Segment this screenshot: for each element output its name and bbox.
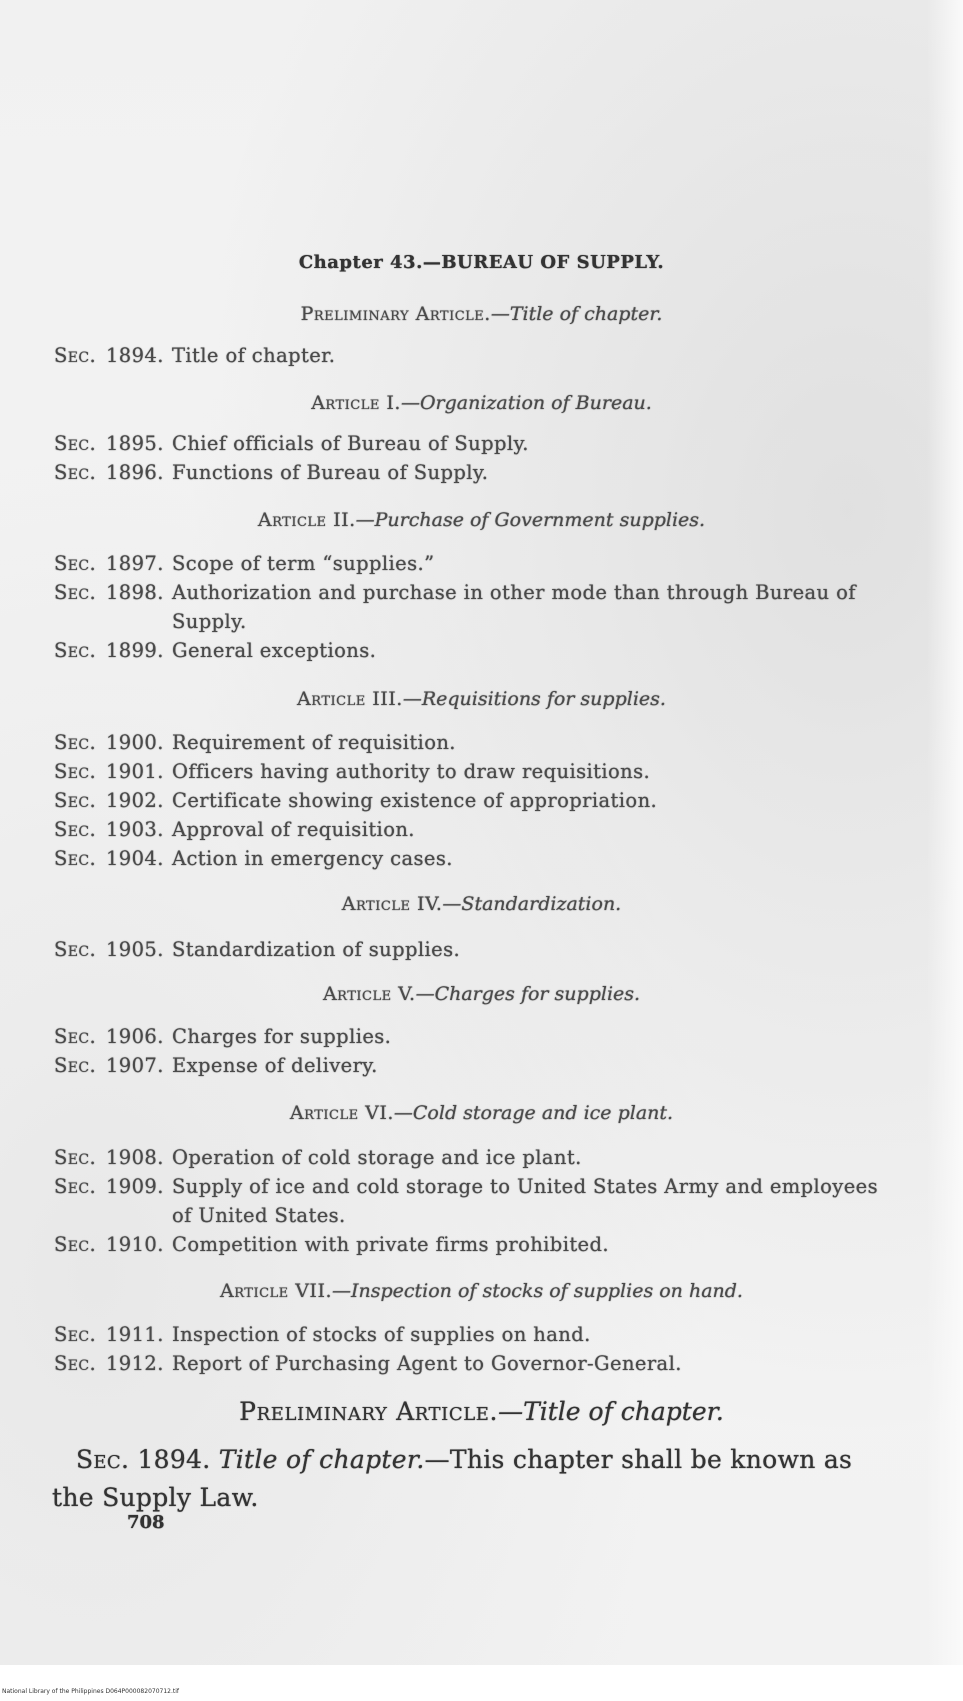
toc-entry <box>54 1022 880 1051</box>
article-heading-label: Article IV. <box>341 893 443 915</box>
article-heading <box>0 303 963 325</box>
toc-entry <box>54 786 880 815</box>
sec-title: Expense of delivery. <box>172 1054 378 1077</box>
sec-abbr: Sec. <box>54 938 97 961</box>
sec-abbr: Sec. <box>54 1323 97 1346</box>
sec-title: Chief officials of Bureau of Supply. <box>172 432 529 455</box>
sec-title: Action in emergency cases. <box>172 847 453 870</box>
toc-entry <box>54 1230 880 1259</box>
body-sec-number: 1894. <box>137 1445 211 1474</box>
sec-number: 1901. <box>106 760 164 783</box>
toc-entry <box>54 1349 880 1378</box>
sec-abbr: Sec. <box>54 847 97 870</box>
sec-title: Scope of term “supplies.” <box>172 552 435 575</box>
toc-entry <box>54 935 880 964</box>
sec-number: 1912. <box>106 1352 164 1375</box>
sec-title: Standardization of supplies. <box>172 938 461 961</box>
article-heading-title: —Standardization. <box>442 893 622 915</box>
body-heading-label: Preliminary Article. <box>239 1397 499 1426</box>
sec-number: 1906. <box>106 1025 164 1048</box>
sec-abbr: Sec. <box>54 552 97 575</box>
sec-title: Competition with private firms prohibited. <box>172 1233 609 1256</box>
article-heading-label: Article I. <box>311 392 401 414</box>
sec-number: 1899. <box>106 639 164 662</box>
sec-abbr: Sec. <box>54 1352 97 1375</box>
toc-entry <box>54 341 880 370</box>
sec-abbr: Sec. <box>54 461 97 484</box>
sec-number: 1907. <box>106 1054 164 1077</box>
article-heading <box>0 1280 963 1302</box>
sec-title: Title of chapter. <box>172 344 336 367</box>
article-heading-label: Article VII. <box>220 1280 332 1302</box>
article-heading-label: Article VI. <box>289 1102 394 1124</box>
sec-title: Functions of Bureau of Supply. <box>172 461 489 484</box>
sec-number: 1897. <box>106 552 164 575</box>
page-number: 708 <box>127 1512 165 1533</box>
article-heading <box>0 509 963 531</box>
article-heading-title: —Organization of Bureau. <box>400 392 652 414</box>
toc-entry <box>54 578 880 636</box>
article-heading-label: Article II. <box>257 509 356 531</box>
sec-abbr: Sec. <box>54 789 97 812</box>
sec-title: Certificate showing existence of appropriation. <box>172 789 658 812</box>
toc-entry <box>54 757 880 786</box>
toc-entry <box>54 728 880 757</box>
toc-entry <box>54 1143 880 1172</box>
sec-number: 1898. <box>106 581 164 604</box>
article-heading-label: Preliminary Article. <box>300 303 491 325</box>
sec-abbr: Sec. <box>54 344 97 367</box>
article-heading <box>0 688 963 710</box>
sec-number: 1910. <box>106 1233 164 1256</box>
article-heading-title: —Title of chapter. <box>490 303 663 325</box>
body-sec-abbr: Sec. <box>76 1445 130 1474</box>
toc-entry <box>54 549 880 578</box>
sec-abbr: Sec. <box>54 818 97 841</box>
sec-title: General exceptions. <box>172 639 377 662</box>
scan-credit-line: National Library of the Philippines D064P000082070712.tif <box>2 1688 180 1695</box>
sec-title: Charges for supplies. <box>172 1025 392 1048</box>
toc-entry <box>54 429 880 458</box>
article-heading <box>0 392 963 414</box>
sec-abbr: Sec. <box>54 1025 97 1048</box>
sec-number: 1894. <box>106 344 164 367</box>
body-heading-title: —Title of chapter. <box>498 1397 724 1426</box>
toc-entry <box>54 458 880 487</box>
sec-abbr: Sec. <box>54 1146 97 1169</box>
sec-number: 1911. <box>106 1323 164 1346</box>
article-heading-title: —Requisitions for supplies. <box>402 688 666 710</box>
sec-abbr: Sec. <box>54 581 97 604</box>
sec-title: Report of Purchasing Agent to Governor-General. <box>172 1352 682 1375</box>
sec-number: 1896. <box>106 461 164 484</box>
sec-abbr: Sec. <box>54 1054 97 1077</box>
article-heading-label: Article V. <box>322 983 416 1005</box>
article-heading <box>0 983 963 1005</box>
sec-title: Operation of cold storage and ice plant. <box>172 1146 582 1169</box>
body-sec-title: Title of chapter. <box>218 1445 425 1474</box>
sec-number: 1900. <box>106 731 164 754</box>
article-heading-title: —Purchase of Government supplies. <box>355 509 706 531</box>
sec-title: Requirement of requisition. <box>172 731 456 754</box>
toc-entry <box>54 844 880 873</box>
toc-entry <box>54 1320 880 1349</box>
sec-abbr: Sec. <box>54 760 97 783</box>
section-body-paragraph <box>52 1441 882 1517</box>
sec-title: Officers having authority to draw requisitions. <box>172 760 651 783</box>
body-sec-text: —This chapter shall be known as the Supply Law. <box>52 1445 853 1512</box>
article-heading-title: —Inspection of stocks of supplies on hand. <box>331 1280 743 1302</box>
article-heading <box>0 893 963 915</box>
sec-abbr: Sec. <box>54 639 97 662</box>
sec-number: 1902. <box>106 789 164 812</box>
sec-abbr: Sec. <box>54 731 97 754</box>
body-section-heading <box>0 1397 963 1426</box>
article-heading <box>0 1102 963 1124</box>
toc-entry <box>54 1051 880 1080</box>
scan-bottom-margin <box>0 1665 963 1701</box>
sec-abbr: Sec. <box>54 1233 97 1256</box>
toc-entry <box>54 636 880 665</box>
sec-title: Supply of ice and cold storage to United States Army and employees of United States. <box>172 1175 879 1227</box>
sec-number: 1908. <box>106 1146 164 1169</box>
sec-number: 1904. <box>106 847 164 870</box>
sec-title: Authorization and purchase in other mode than through Bureau of Supply. <box>172 581 856 633</box>
chapter-heading: Chapter 43.—BUREAU OF SUPPLY. <box>298 252 665 273</box>
sec-abbr: Sec. <box>54 1175 97 1198</box>
sec-number: 1909. <box>106 1175 164 1198</box>
sec-number: 1895. <box>106 432 164 455</box>
sec-title: Inspection of stocks of supplies on hand. <box>172 1323 591 1346</box>
article-heading-title: —Cold storage and ice plant. <box>393 1102 674 1124</box>
sec-number: 1905. <box>106 938 164 961</box>
article-heading-title: —Charges for supplies. <box>415 983 641 1005</box>
toc-entry <box>54 815 880 844</box>
article-heading-label: Article III. <box>297 688 403 710</box>
sec-number: 1903. <box>106 818 164 841</box>
sec-title: Approval of requisition. <box>172 818 415 841</box>
toc-entry <box>54 1172 880 1230</box>
sec-abbr: Sec. <box>54 432 97 455</box>
